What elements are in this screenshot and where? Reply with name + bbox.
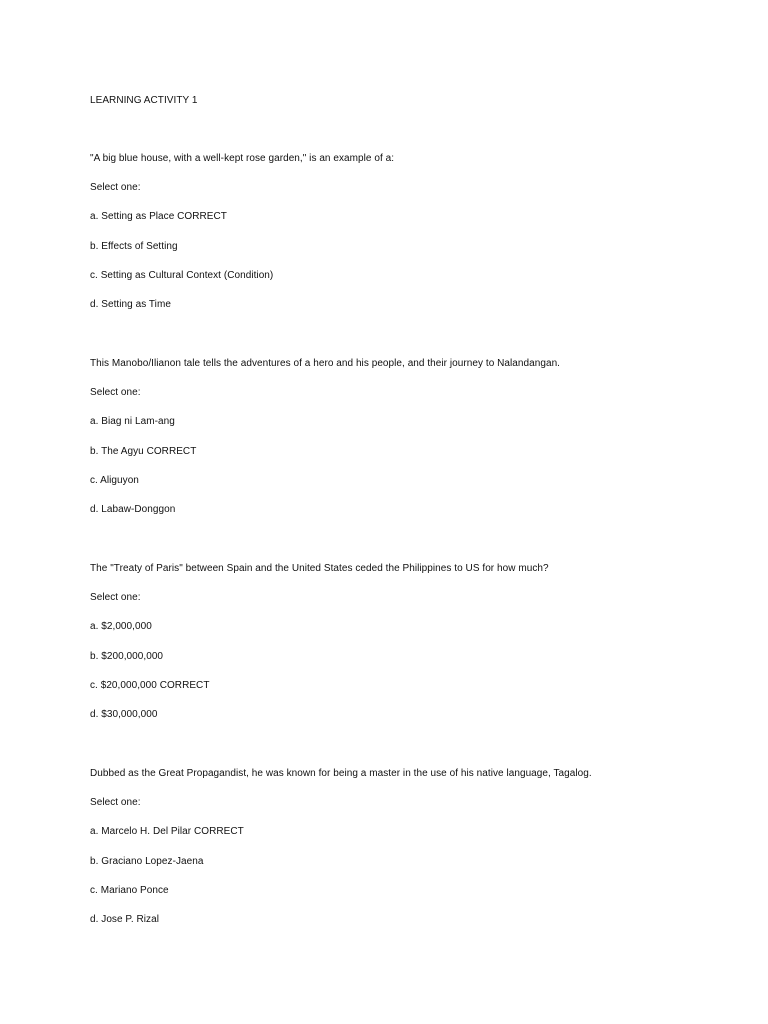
- question-3-option-d: d. $30,000,000: [90, 709, 158, 720]
- question-2-prompt: This Manobo/Ilianon tale tells the adventures of a hero and his people, and their journey to Nalandangan.: [90, 358, 561, 369]
- question-1-option-d: d. Setting as Time: [90, 299, 171, 310]
- question-2-instruction: Select one:: [90, 387, 141, 398]
- question-3-option-b: b. $200,000,000: [90, 651, 164, 662]
- question-1-prompt: "A big blue house, with a well-kept rose garden," is an example of a:: [90, 153, 395, 164]
- question-4-option-b: b. Graciano Lopez-Jaena: [90, 856, 204, 867]
- question-2-option-b: b. The Agyu CORRECT: [90, 446, 197, 457]
- question-4-option-c: c. Mariano Ponce: [90, 885, 169, 896]
- question-1-instruction: Select one:: [90, 182, 141, 193]
- question-4-prompt: Dubbed as the Great Propagandist, he was known for being a master in the use of his native language, Tagalog.: [90, 768, 592, 779]
- question-3-option-a: a. $2,000,000: [90, 621, 152, 632]
- document-title: LEARNING ACTIVITY 1: [90, 95, 198, 106]
- question-2-option-d: d. Labaw-Donggon: [90, 504, 176, 515]
- question-3-prompt: The "Treaty of Paris" between Spain and the United States ceded the Philippines to US for how much?: [90, 563, 549, 574]
- question-3-instruction: Select one:: [90, 592, 141, 603]
- question-4-option-a: a. Marcelo H. Del Pilar CORRECT: [90, 826, 244, 837]
- question-2-option-a: a. Biag ni Lam-ang: [90, 416, 175, 427]
- question-1-option-c: c. Setting as Cultural Context (Condition): [90, 270, 274, 281]
- question-4-instruction: Select one:: [90, 797, 141, 808]
- question-2-option-c: c. Aliguyon: [90, 475, 139, 486]
- question-4-option-d: d. Jose P. Rizal: [90, 914, 159, 925]
- question-1-option-a: a. Setting as Place CORRECT: [90, 211, 227, 222]
- question-1-option-b: b. Effects of Setting: [90, 241, 178, 252]
- question-3-option-c: c. $20,000,000 CORRECT: [90, 680, 210, 691]
